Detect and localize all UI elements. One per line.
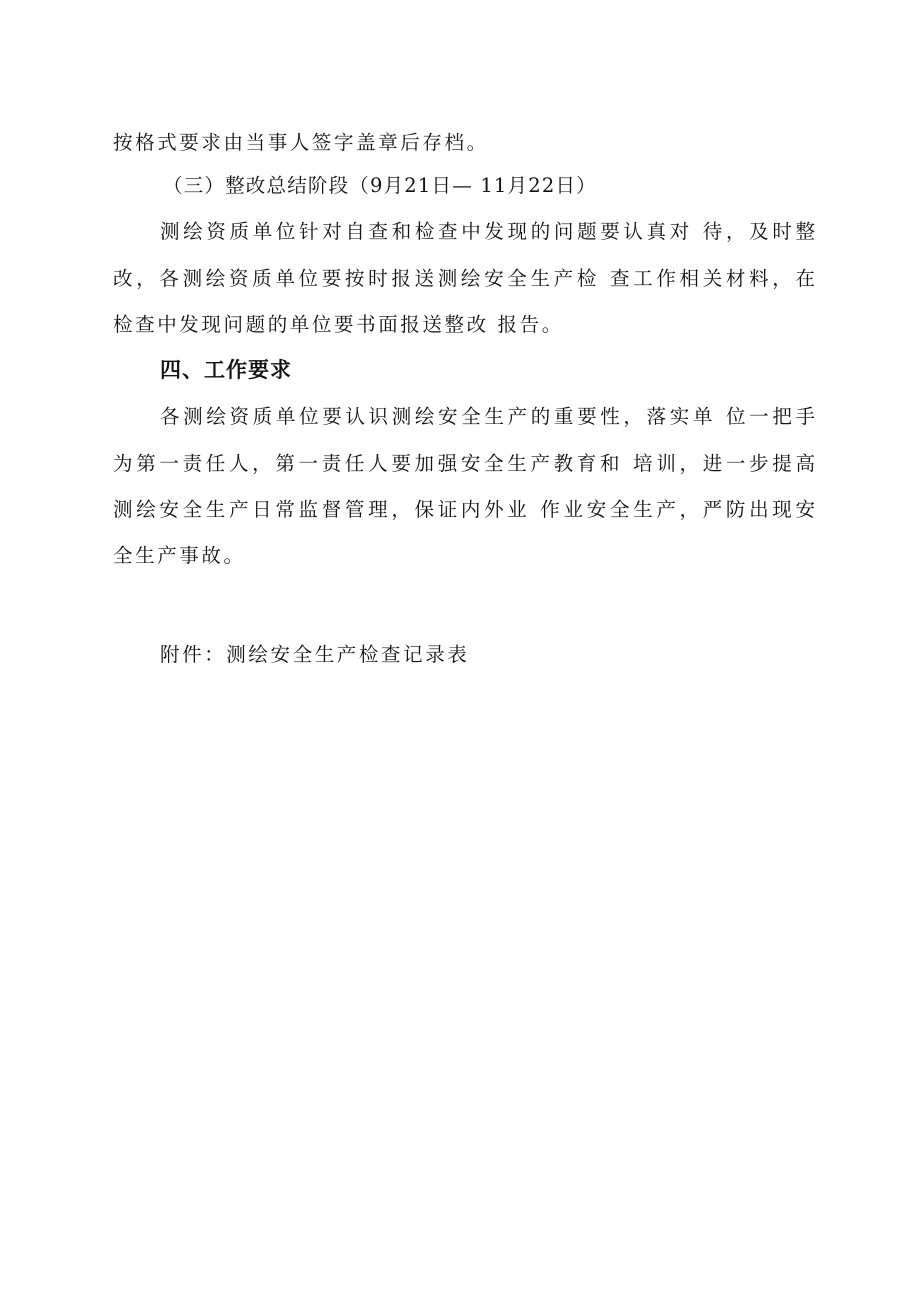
paragraph-line: 全生产事故。 bbox=[113, 544, 246, 567]
stage3-heading: （三）整改总结阶段（9月21日— 11月22日） bbox=[163, 174, 597, 197]
paragraph-line: 改，各测绘资质单位要按时报送测绘安全生产检 查工作相关材料，在 bbox=[113, 267, 815, 290]
paragraph-line: 检查中发现问题的单位要书面报送整改 报告。 bbox=[113, 313, 564, 336]
paragraph-line: 测绘安全生产日常监督管理，保证内外业 作业安全生产，严防出现安 bbox=[113, 498, 815, 521]
paragraph-line: 各测绘资质单位要认识测绘安全生产的重要性，落实单 位一把手 bbox=[160, 405, 815, 428]
paragraph-line: 为第一责任人，第一责任人要加强安全生产教育和 培训，进一步提高 bbox=[113, 452, 815, 475]
attachment-line: 附件：测绘安全生产检查记录表 bbox=[160, 643, 470, 666]
paragraph-line: 测绘资质单位针对自查和检查中发现的问题要认真对 待，及时整 bbox=[160, 220, 815, 243]
continuation-line: 按格式要求由当事人签字盖章后存档。 bbox=[113, 131, 489, 154]
section-heading: 四、工作要求 bbox=[160, 358, 292, 382]
